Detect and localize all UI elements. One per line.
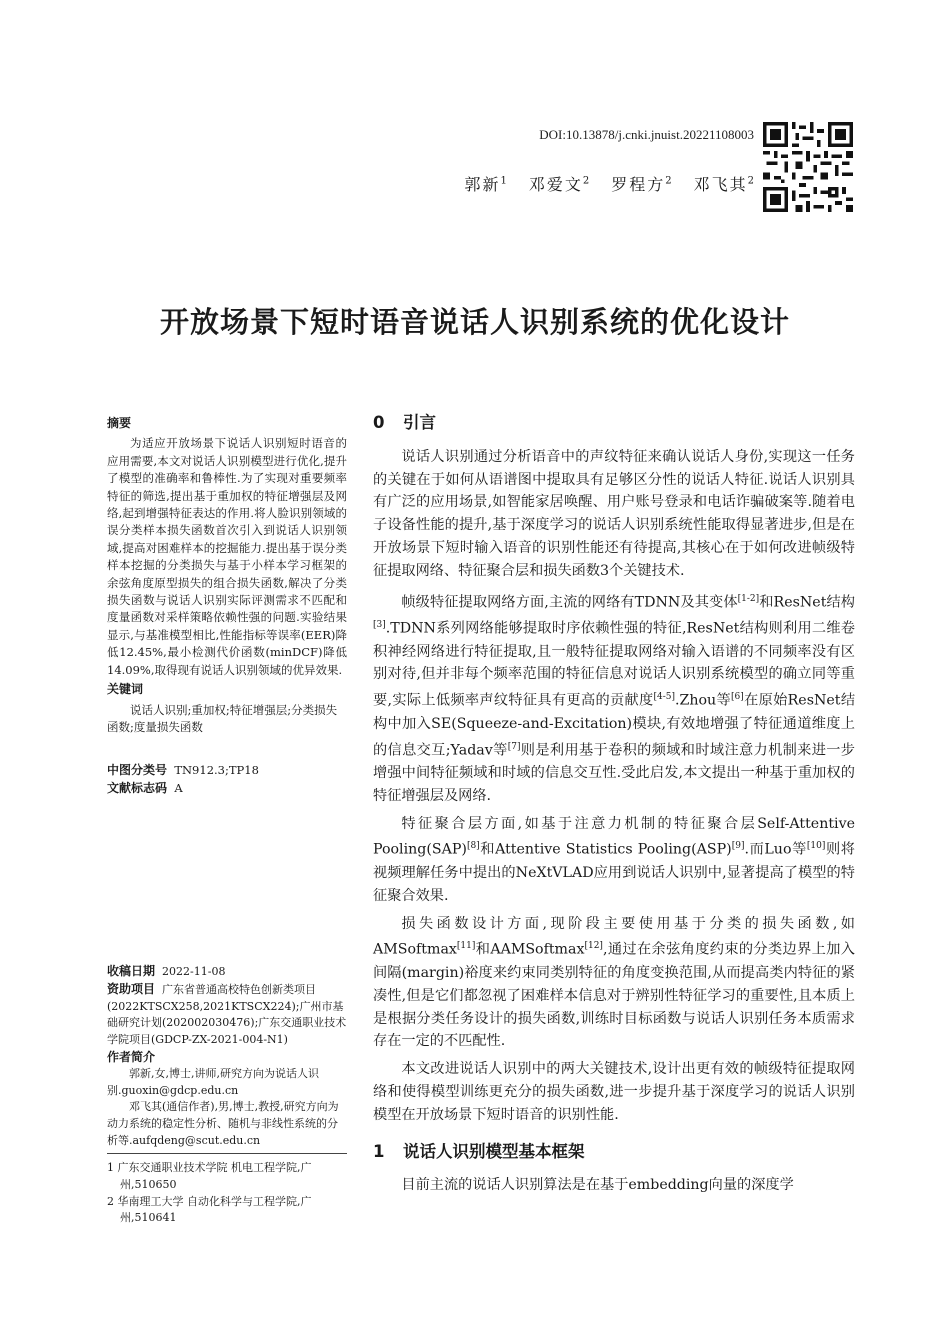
section-heading: 0 引言 [373,413,436,432]
keywords-text: 说话人识别;重加权;特征增强层;分类损失函数;度量损失函数 [107,702,338,734]
citation: [8] [466,841,480,852]
author: 罗程方$^2$ [611,175,672,194]
body-paragraph: 目前主流的说话人识别算法是在基于embedding向量的深度学 [401,1177,794,1194]
citation: [4-5] [653,692,676,703]
funding-value: 广东省普通高校特色创新类项目(2022KTSCX258,2021KTSCX224);广州市基础研究计划(202002030476);广东交通职业技术学院项目(GDCP-ZX-2021-004-N1) [107,982,347,1047]
bio-label: 作者简介 [107,1049,156,1064]
abstract-column [107,415,347,797]
body-paragraph: 帧级特征提取网络方面,主流的网络有TDNN及其变体[1-2]和ResNet结构[3].TDNN系列网络能够提取时序依赖性强的特征,ResNet结构则利用二维卷积神经网络进行特征提取,且一般特征提取网络对输入语谱的不同频率没有区别对待,但并非每个频率范围的特征信息对说话人识别系统模型的确立同等重要,实际上低频率声纹特征具有更高的贡献度[4-5].Zhou等[6]在原始ResNet结构中加入SE(Squeeze-and-Excitation)模块,有效地增强了特征通道维度上的信息交互;Yadav等[7]则是利用基于卷积的频域和时域注意力机制来进一步增强中间特征频域和时域的信息交互性.受此启发,本文提出一种基于重加权的特征增强层及网络. [373,593,856,804]
citation: [12] [584,941,603,952]
author-bio: 邓飞其(通信作者),男,博士,教授,研究方向为动力系统的稳定性分析、随机与非线性系统的分析等.aufqdeng@scut.edu.cn [107,1100,339,1147]
qr-code-icon [763,122,853,212]
author: 邓飞其$^2$ [693,175,754,194]
author-list [464,172,754,195]
clc-label: 中图分类号 [107,763,168,778]
affiliation: 2 华南理工大学 自动化科学与工程学院,广州,510641 [107,1194,312,1225]
citation: [11] [456,941,476,952]
citation: [3] [373,620,386,631]
body-paragraph: 本文改进说话人识别中的两大关键技术,设计出更有效的帧级特征提取网络和使得模型训练更充分的损失函数,进一步提升基于深度学习的说话人识别模型在开放场景下短时语音的识别性能. [373,1061,855,1123]
received-value: 2022-11-08 [162,965,226,978]
citation: [6] [731,692,744,703]
citation: [7] [507,741,521,752]
keywords-heading: 关键词 [107,682,144,697]
author: 邓爱文$^2$ [528,175,590,194]
funding-label: 资助项目 [107,981,156,996]
abstract-text: 为适应开放场景下说话人识别短时语音的应用需要,本文对说话人识别模型进行优化,提升了模型的准确率和鲁棒性.为了实现对重要频率特征的筛选,提出基于重加权的特征增强层及网络,起到增强特征表达的作用.将人脸识别领域的误分类样本损失函数首次引入到说话人识别领域,提高对困难样本的挖掘能力.提出基于误分类样本挖掘的分类损失与基于小样本学习框架的余弦角度原型损失的组合损失函数,解决了分类损失函数与说话人识别实际评测需求不匹配和度量函数对采样策略依赖性强的问题.实验结果显示,与基准模型相比,性能指标等误率(EER)降低12.45%,最小检测代价函数(minDCF)降低14.09%,取得现有说话人识别领域的优异效果. [107,436,347,677]
clc-row [107,762,347,779]
affiliation: 1 广东交通职业技术学院 机电工程学院,广州,510650 [107,1161,312,1191]
body-paragraph: 特征聚合层方面,如基于注意力机制的特征聚合层Self-Attentive Pooling(SAP)[8]和Attentive Statistics Pooling(ASP)[9].而Luo等[10]则将视频理解任务中提出的NeXtVLAD应用到说话人识别中,显著提高了模型的特征聚合效果. [373,815,855,904]
paper-title: 开放场景下短时语音说话人识别系统的优化设计 [159,305,790,339]
body-paragraph: 说话人识别通过分析语音中的声纹特征来确认说话人身份,实现这一任务的关键在于如何从语谱图中提取具有足够区分性的说话人特征.说话人识别具有广泛的应用场景,如智能家居唤醒、用户账号登录和电话诈骗破案等.随着电子设备性能的提升,基于深度学习的说话人识别系统性能取得显著进步,但是在开放场景下短时输入语音的识别性能还有待提高,其核心在于如何改进帧级特征提取网络、特征聚合层和损失函数3个关键技术. [373,448,855,579]
section-heading: 1 说话人识别模型基本框架 [373,1141,585,1161]
doc-code-label: 文献标志码 [107,780,168,795]
doc-code-row [107,780,347,797]
clc-value: TN912.3;TP18 [174,763,259,778]
doc-code-value: A [174,780,183,795]
body-paragraph: 损失函数设计方面,现阶段主要使用基于分类的损失函数,如AMSoftmax[11]和AAMSoftmax[12],通过在余弦角度约束的分类边界上加入间隔(margin)裕度来约束同类别特征的角度变换范围,从而提高类内特征的紧凑性,但是它们都忽视了困难样本信息对于辨别性特征学习的重要性,且本质上是根据分类任务设计的损失函数,训练时目标函数与说话人识别任务本质需求存在一定的不匹配性. [373,915,855,1050]
received-label: 收稿日期 [107,964,156,978]
article-meta [107,963,347,1150]
body-column [373,412,855,1202]
citation: [9] [731,841,745,852]
citation: [1-2] [737,593,760,604]
footnote-divider [107,1153,347,1154]
doi-text: DOI:10.13878/j.cnki.jnuist.20221108003 [539,127,754,142]
abstract-heading: 摘要 [107,416,132,430]
author: 郭新$^1$ [464,175,507,194]
citation: [10] [806,841,826,852]
author-bio: 郭新,女,博士,讲师,研究方向为说话人识别.guoxin@gdcp.edu.cn [107,1066,319,1097]
affiliations [107,1160,347,1227]
